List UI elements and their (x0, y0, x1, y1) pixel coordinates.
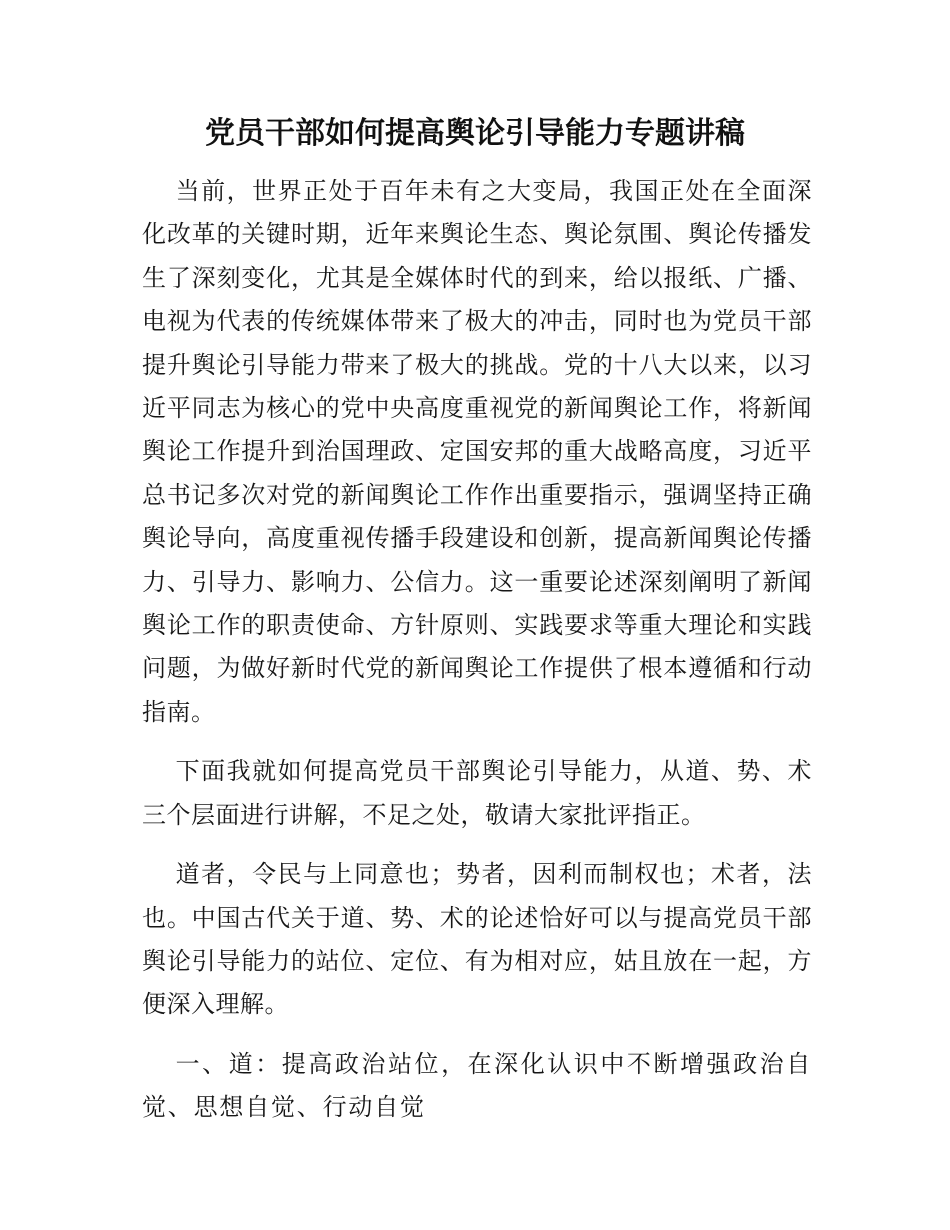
document-body (142, 170, 812, 1146)
paragraph-intro: 当前，世界正处于百年未有之大变局，我国正处在全面深化改革的关键时期，近年来舆论生态、舆论氛围、舆论传播发生了深刻变化，尤其是全媒体时代的到来，给以报纸、广播、电视为代表的传统媒体带来了极大的冲击，同时也为党员干部提升舆论引导能力带来了极大的挑战。党的十八大以来，以习近平同志为核心的党中央高度重视党的新闻舆论工作，将新闻舆论工作提升到治国理政、定国安邦的重大战略高度，习近平总书记多次对党的新闻舆论工作作出重要指示，强调坚持正确舆论导向，高度重视传播手段建设和创新，提高新闻舆论传播力、引导力、影响力、公信力。这一重要论述深刻阐明了新闻舆论工作的职责使命、方针原则、实践要求等重大理论和实践问题，为做好新时代党的新闻舆论工作提供了根本遵循和行动指南。 (142, 177, 812, 726)
paragraph-dao-shi-shu: 道者，令民与上同意也；势者，因利而制权也；术者，法也。中国古代关于道、势、术的论述恰好可以与提高党员干部舆论引导能力的站位、定位、有为相对应，姑且放在一起，方便深入理解。 (142, 860, 812, 1019)
paragraph-outline: 下面我就如何提高党员干部舆论引导能力，从道、势、术三个层面进行讲解，不足之处，敬请大家批评指正。 (142, 757, 812, 829)
section-heading-1: 一、道：提高政治站位，在深化认识中不断增强政治自觉、思想自觉、行动自觉 (142, 1049, 812, 1122)
document-title: 党员干部如何提高舆论引导能力专题讲稿 (205, 116, 745, 151)
